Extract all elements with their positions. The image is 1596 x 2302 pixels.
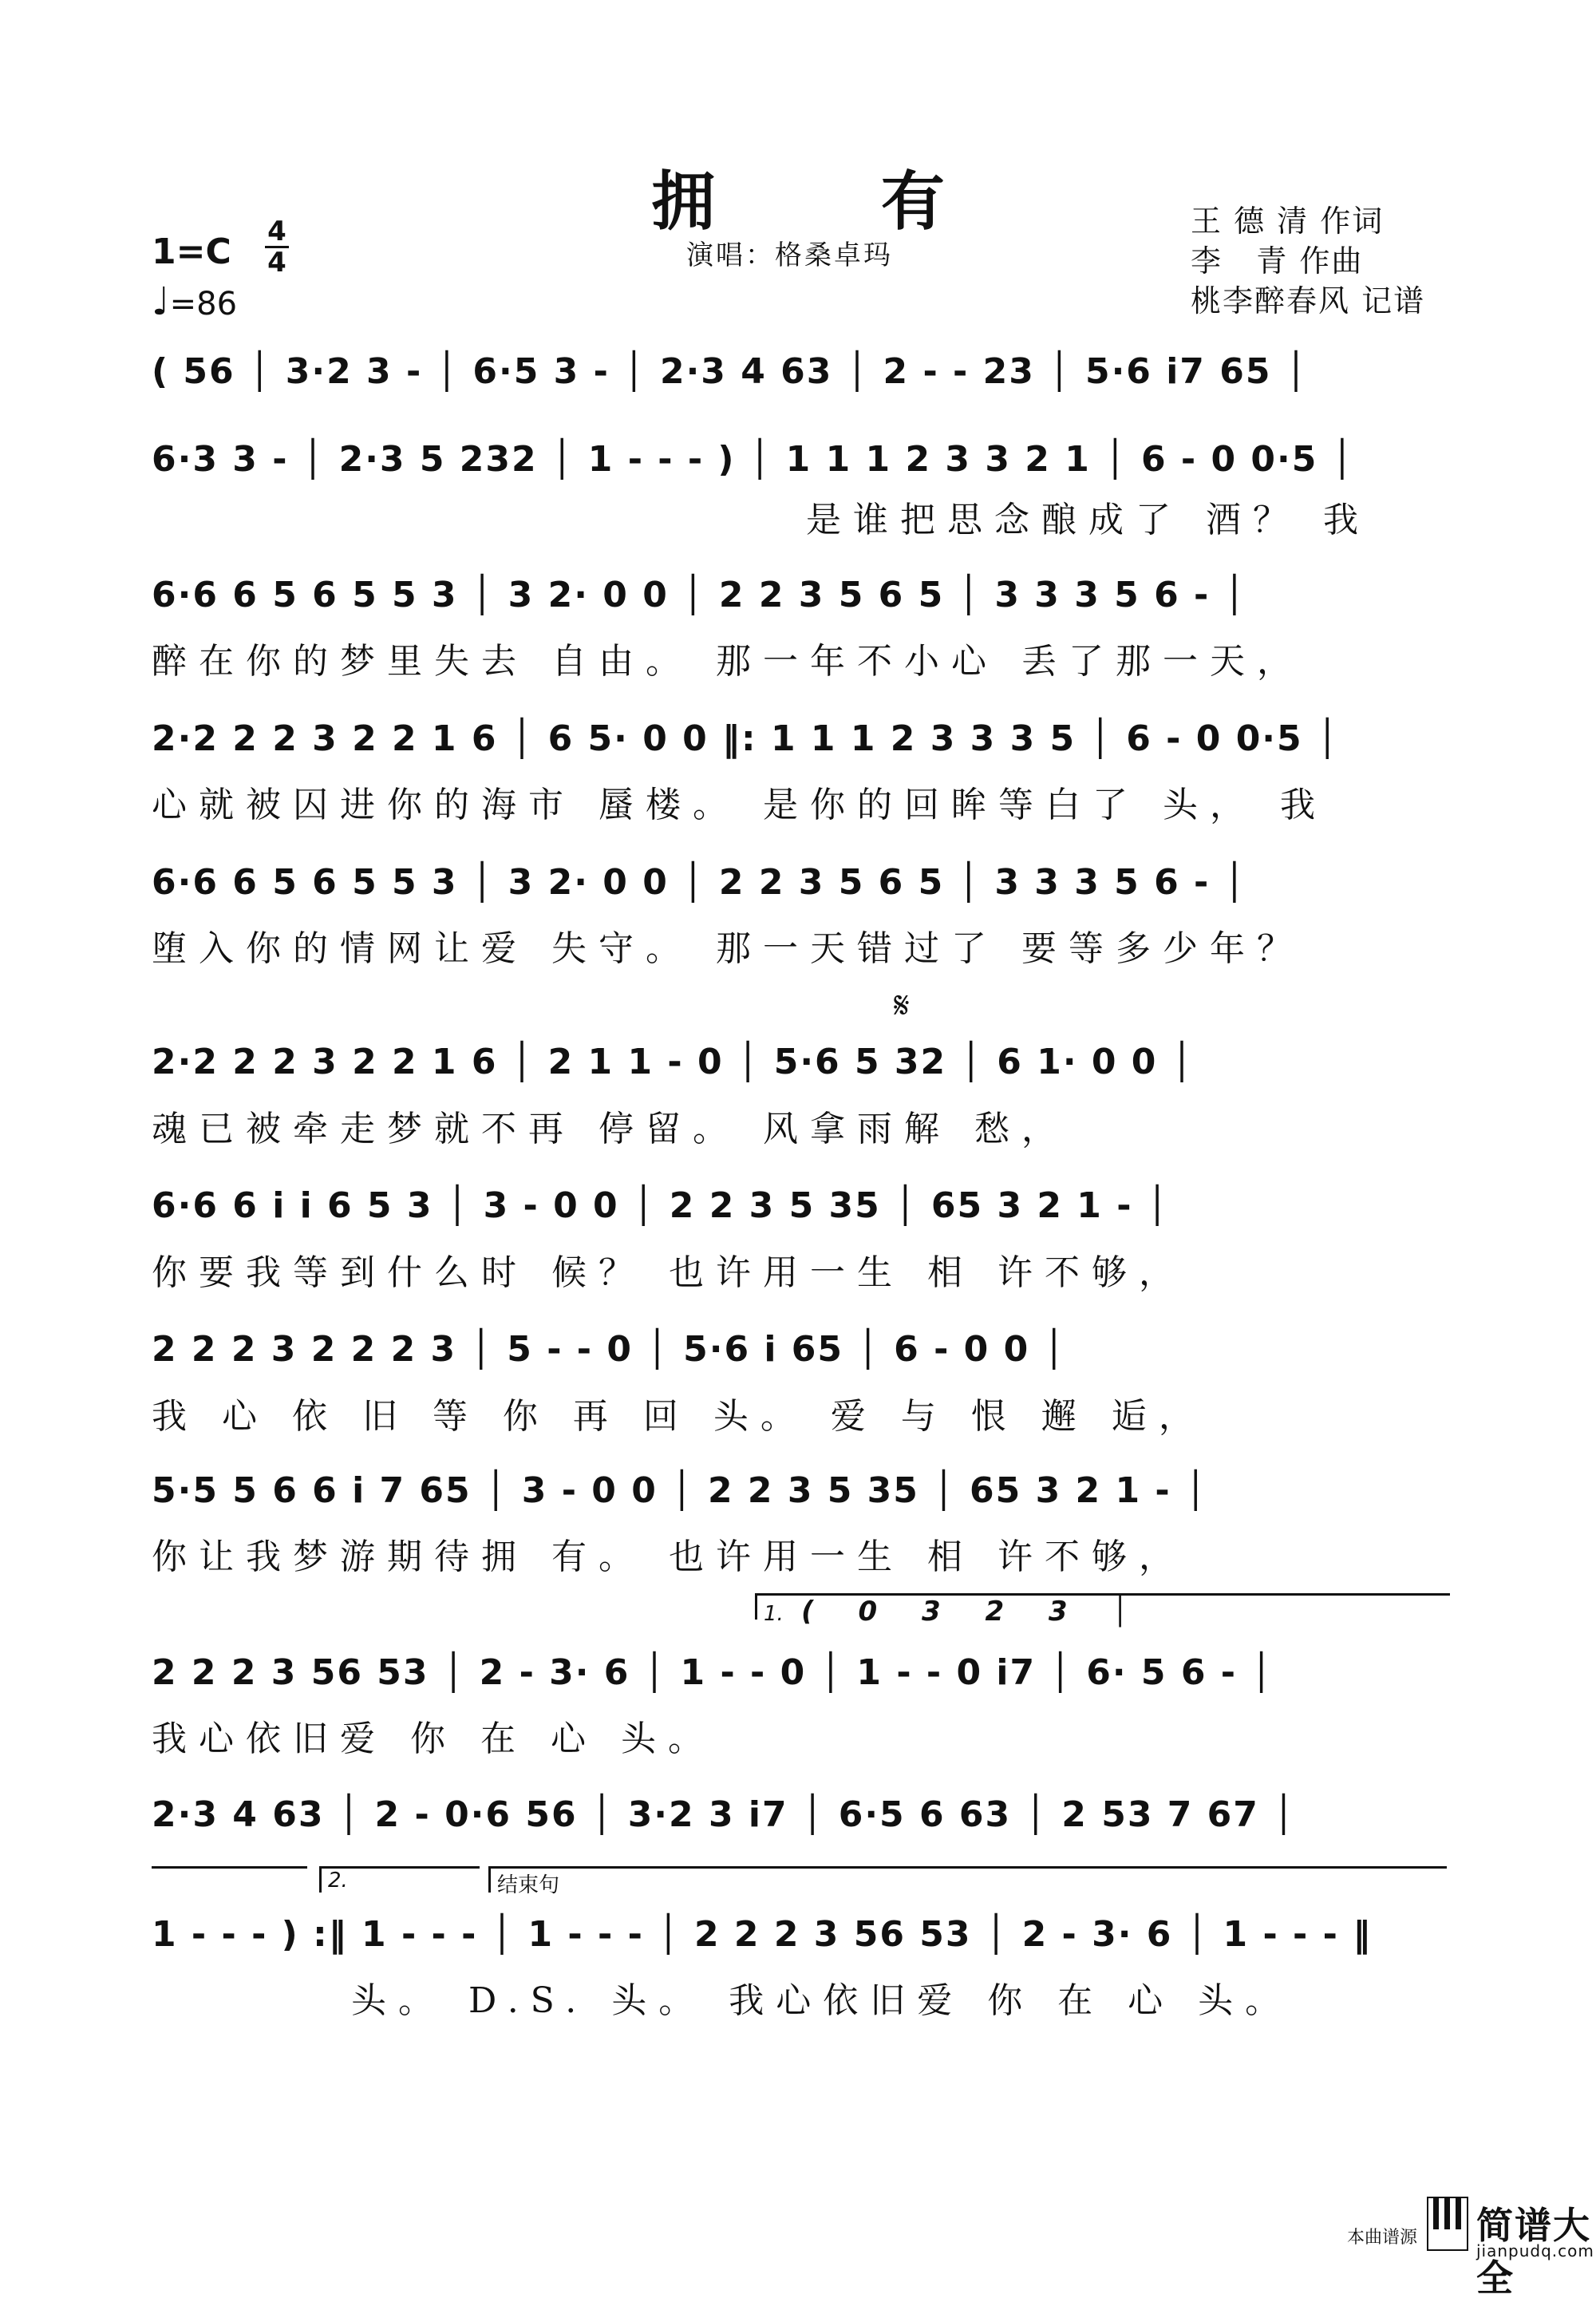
footer-logo-text: 简谱大全 (1476, 2204, 1591, 2300)
singer-credit: 演唱：格桑卓玛 (686, 239, 893, 271)
time-signature-bottom: 4 (265, 246, 289, 277)
lyric-row-4: 心就被囚进你的海市 蜃楼。 是你的回眸等白了 头， 我 (152, 785, 1327, 825)
lyricist-credit: 王 德 清 作词 (1191, 204, 1385, 239)
composer-credit: 李 青 作曲 (1191, 243, 1364, 279)
lyric-row-10: 我心依旧爱 你 在 心 头。 (152, 1719, 715, 1759)
repeat-bracket-line (152, 1866, 307, 1869)
transcriber-credit: 桃李醉春风 记谱 (1191, 283, 1426, 318)
footer-source-text: 本曲谱源 (1347, 2228, 1418, 2248)
lyric-row-8: 我 心 依 旧 等 你 再 回 头。 爱 与 恨 邂 逅， (152, 1396, 1206, 1437)
lyric-row-6: 魂已被牵走梦就不再 停留。 风拿雨解 愁， (152, 1109, 1069, 1149)
tempo-marking (152, 279, 237, 324)
music-row-11: 2·3 4 63 │ 2 - 0·6 56 │ 3·2 3 i7 │ 6·5 6 63 │ 2 53 7 67 │ (152, 1794, 1296, 1835)
volta-1-bracket (755, 1593, 1450, 1628)
music-row-8: 2 2 2 3 2 2 2 3 │ 5 - - 0 │ 5·6 i 65 │ 6 - 0 0 │ (152, 1329, 1067, 1370)
piano-keys-logo-icon (1427, 2197, 1468, 2251)
lyric-row-12: 头。 D.S. 头。 我心依旧爱 你 在 心 头。 (351, 1980, 1293, 2021)
music-row-10: 2 2 2 3 56 53 │ 2 - 3· 6 │ 1 - - 0 │ 1 - - 0 i7 │ 6· 5 6 - │ (152, 1652, 1274, 1693)
lyric-row-2: 是谁把思念酿成了 酒？ 我 (806, 500, 1370, 540)
music-row-1: ( 56 │ 3·2 3 - │ 6·5 3 - │ 2·3 4 63 │ 2 - - 23 │ 5·6 i7 65 │ (152, 351, 1309, 392)
volta-2-bracket (319, 1866, 480, 1893)
music-row-12: 1 - - - ) :‖ 1 - - - │ 1 - - - │ 2 2 2 3 56 53 │ 2 - 3· 6 │ 1 - - - ‖ (152, 1914, 1373, 1955)
music-row-4: 2·2 2 2 3 2 2 1 6 │ 6 5· 0 0 ‖: 1 1 1 2 3 3 3 5 │ 6 - 0 0·5 │ (152, 718, 1340, 759)
coda-label: 结束句 (497, 1873, 560, 1897)
volta-1-label: 1. (764, 1602, 784, 1626)
music-row-9: 5·5 5 6 6 i 7 65 │ 3 - 0 0 │ 2 2 3 5 35 │ 65 3 2 1 - │ (152, 1470, 1208, 1511)
volta-1-intro: ( 0 3 2 3 │ (801, 1596, 1146, 1628)
music-row-5: 6·6 6 5 6 5 5 3 │ 3 2· 0 0 │ 2 2 3 5 6 5 │ 3 3 3 5 6 - │ (152, 862, 1247, 903)
coda-bracket (488, 1866, 1447, 1897)
music-row-2: 6·3 3 - │ 2·3 5 232 │ 1 - - - ) │ 1 1 1 2 3 3 2 1 │ 6 - 0 0·5 │ (152, 439, 1355, 480)
volta-2-label: 2. (328, 1869, 348, 1893)
lyric-row-7: 你要我等到什么时 候？ 也许用一生 相 许不够， (152, 1252, 1186, 1293)
key-signature: 1=C (152, 231, 231, 272)
lyric-row-3: 醉在你的梦里失去 自由。 那一年不小心 丢了那一天， (152, 641, 1304, 682)
footer-logo-url: jianpudq.com (1476, 2241, 1594, 2260)
music-row-3: 6·6 6 5 6 5 5 3 │ 3 2· 0 0 │ 2 2 3 5 6 5 │ 3 3 3 5 6 - │ (152, 575, 1247, 615)
lyric-row-5: 堕入你的情网让爱 失守。 那一天错过了 要等多少年？ (152, 928, 1304, 969)
time-signature-top: 4 (267, 216, 286, 247)
music-row-7: 6·6 6 i i 6 5 3 │ 3 - 0 0 │ 2 2 3 5 35 │ 65 3 2 1 - │ (152, 1185, 1170, 1226)
tempo-value: =86 (169, 286, 238, 322)
music-row-6: 2·2 2 2 3 2 2 1 6 │ 2 1 1 - 0 │ 5·6 5 32 │ 6 1· 0 0 │ (152, 1042, 1195, 1082)
song-title: 拥 有 (651, 164, 1017, 239)
segno-sign-icon: 𝄋 (894, 983, 910, 1026)
time-signature (265, 217, 289, 277)
quarter-note-icon: ♩ (152, 279, 170, 324)
lyric-row-9: 你让我梦游期待拥 有。 也许用一生 相 许不够， (152, 1537, 1186, 1577)
